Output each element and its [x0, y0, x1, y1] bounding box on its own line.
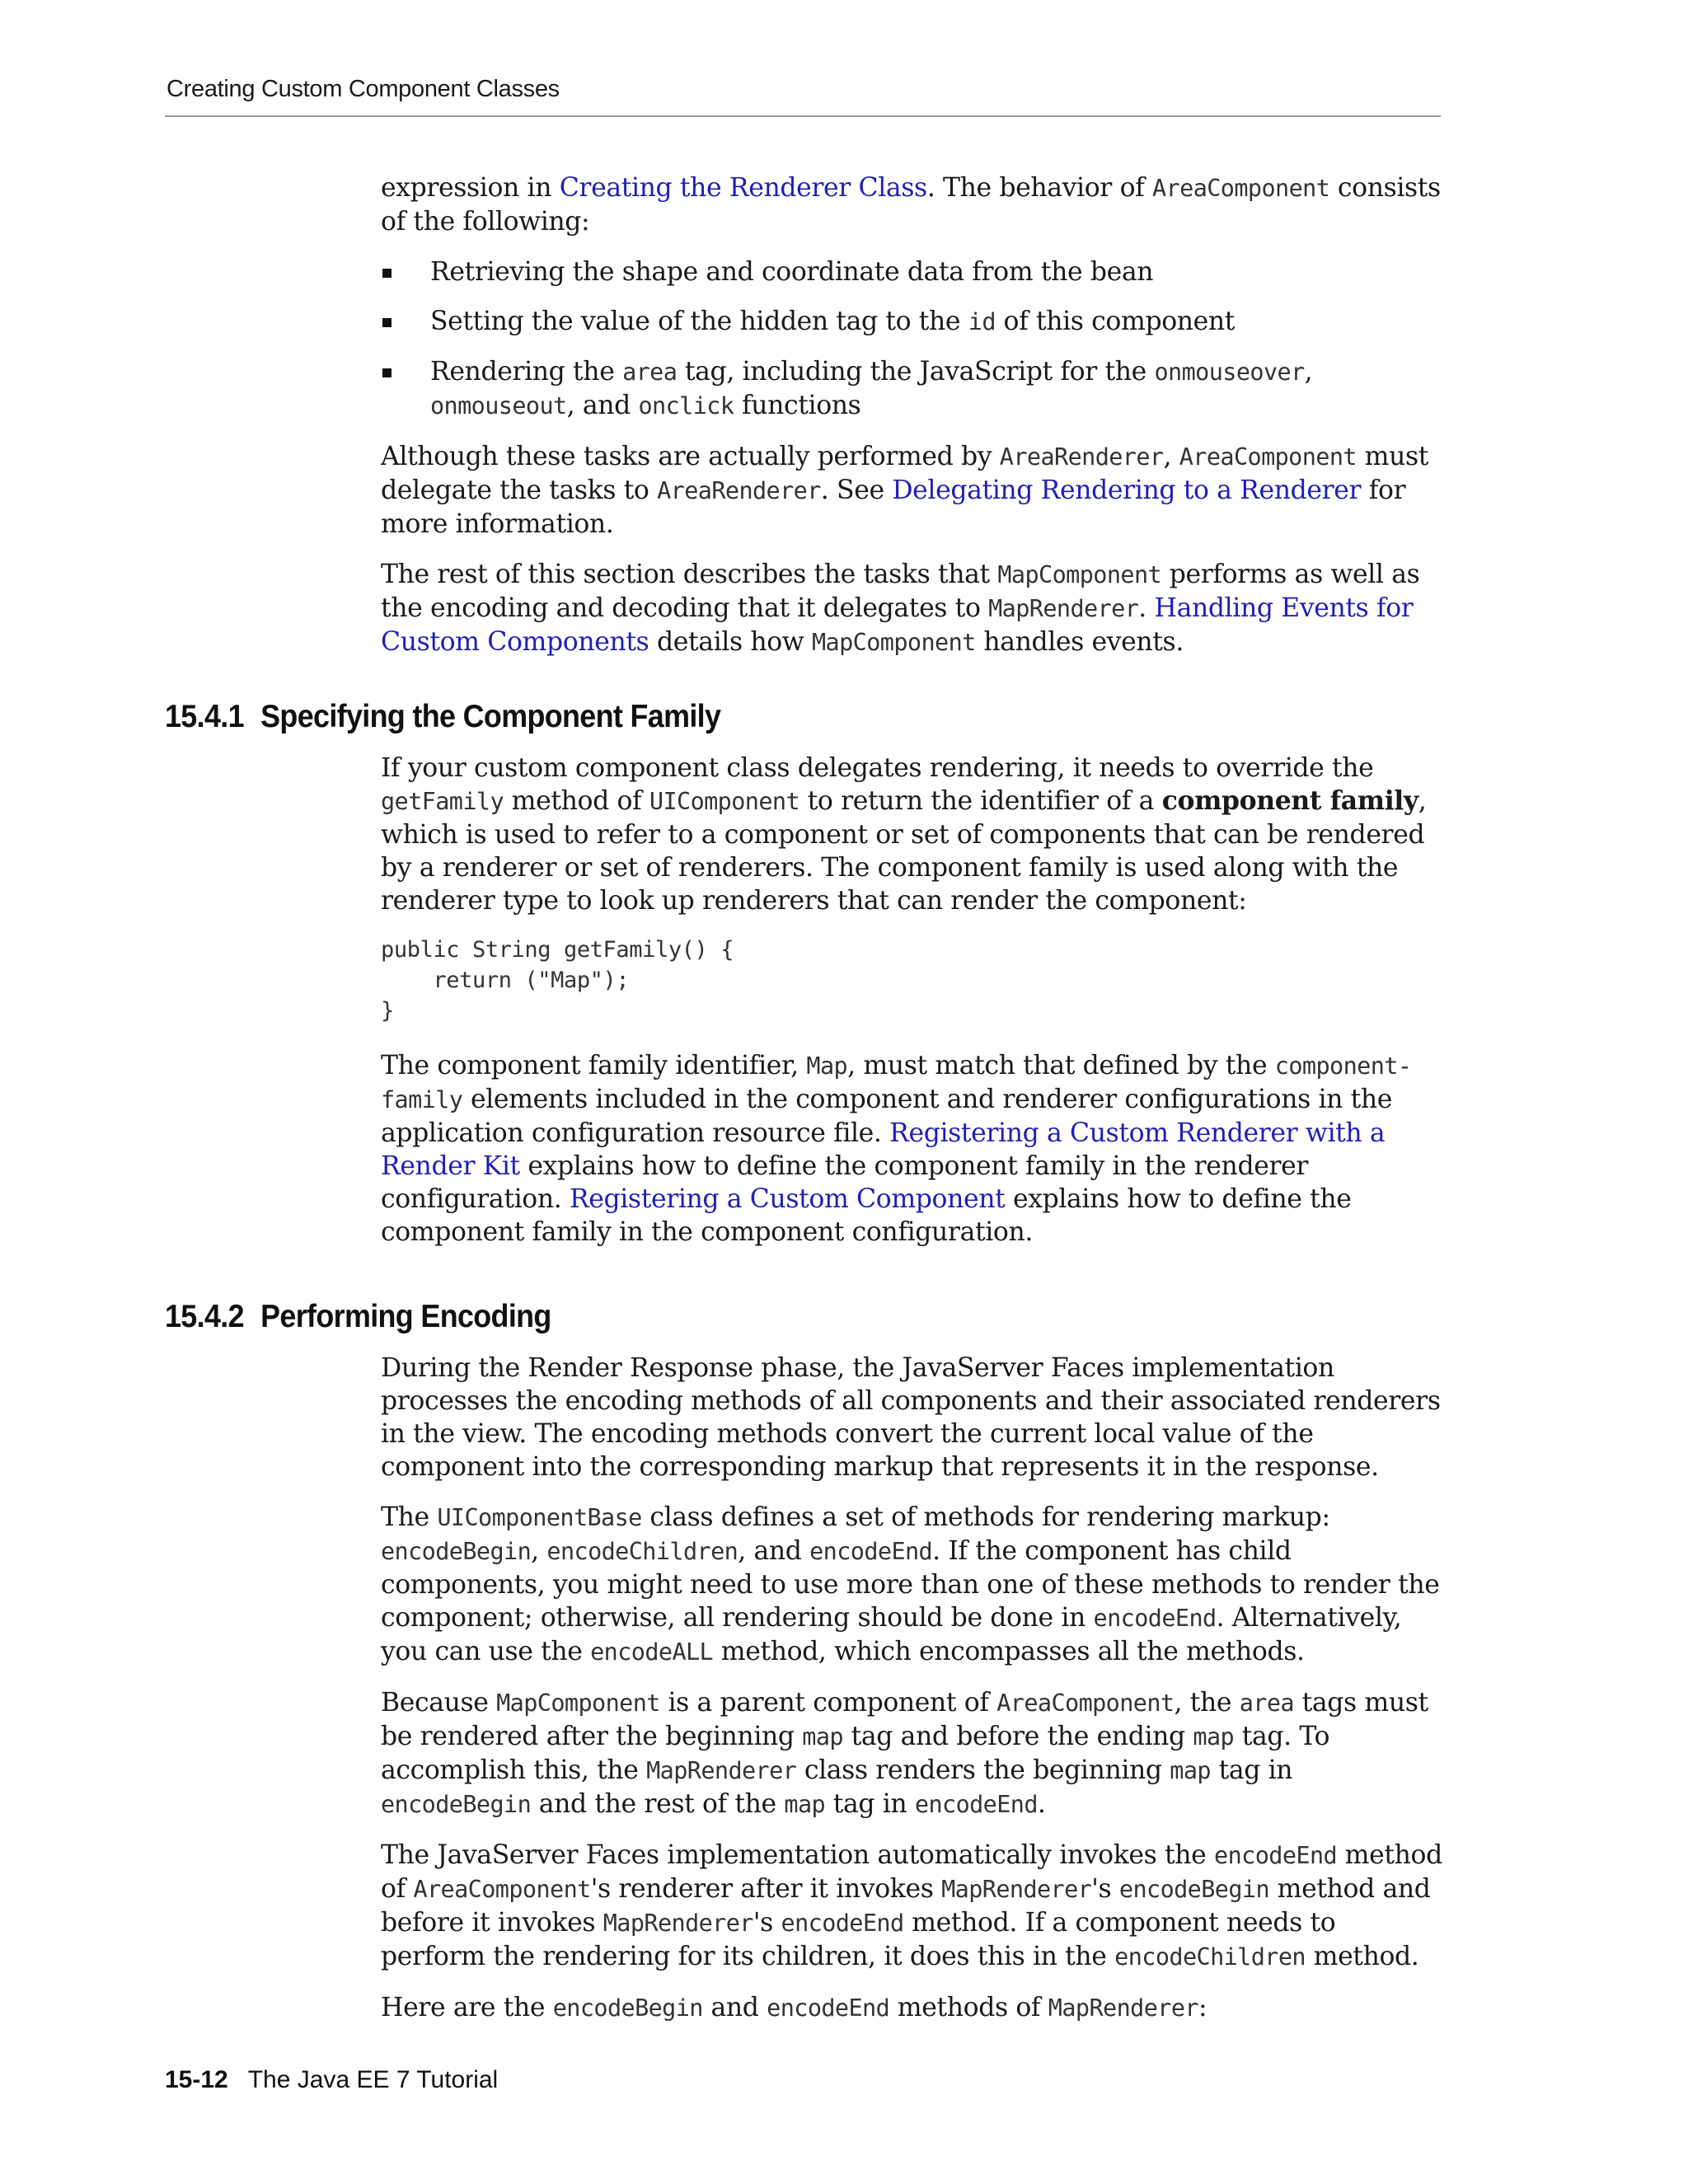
- text-run: method of: [381, 1840, 1442, 1904]
- text-run: The JavaServer Faces implementation automatically invokes the: [381, 1840, 1215, 1870]
- section2-body: [381, 1352, 1444, 2042]
- code-span: AreaComponent: [1179, 443, 1357, 471]
- text-run: method of: [504, 786, 649, 816]
- text-run: :: [1198, 1993, 1207, 2022]
- code-span: encodeEnd: [809, 1538, 933, 1565]
- text-run: tags must be rendered after the beginning: [381, 1688, 1428, 1751]
- code-block: public String getFamily() { return ("Map"); }: [381, 937, 734, 1024]
- text-run: expression in: [381, 173, 560, 203]
- code-span: encodeEnd: [1214, 1842, 1338, 1869]
- code-span: encodeBegin: [381, 1538, 532, 1565]
- text-run: is a parent component of: [659, 1688, 997, 1718]
- text-run: The rest of this section describes the tasks that: [381, 560, 998, 589]
- bullet-icon: [382, 318, 392, 327]
- section-title: Specifying the Component Family: [260, 699, 721, 734]
- text-run: methods of: [889, 1993, 1048, 2022]
- bullet-list: [381, 255, 1444, 423]
- code-span: onmouseover: [1154, 359, 1305, 386]
- page-footer: [165, 2066, 498, 2094]
- code-span: UIComponentBase: [437, 1504, 642, 1531]
- code-span: encodeEnd: [781, 1910, 904, 1937]
- emphasis: component family: [1161, 785, 1418, 816]
- text-run: explains how to define the component family in the component configuration.: [381, 1184, 1352, 1247]
- text-run: 's: [753, 1908, 781, 1938]
- code-span: encodeALL: [590, 1638, 714, 1666]
- text-run: . If the component has child components, you might need to use more than one of these methods to render the component; otherwise, all rendering should be done in: [381, 1536, 1440, 1633]
- section1-body: [381, 752, 1444, 1266]
- section1-paragraph-1: [381, 752, 1444, 917]
- text-run: , must match that defined by the: [847, 1051, 1275, 1080]
- text-run: Rendering the: [430, 357, 623, 387]
- intro-paragraph-2: [381, 440, 1444, 541]
- text-run: and: [702, 1993, 767, 2022]
- code-span: encodeEnd: [1093, 1605, 1217, 1632]
- code-span: MapRenderer: [1048, 1994, 1198, 2022]
- code-span: encodeBegin: [1118, 1876, 1270, 1903]
- text-run: ,: [1304, 357, 1313, 387]
- text-run: The component family identifier,: [381, 1051, 807, 1080]
- text-run: .: [1138, 593, 1155, 623]
- code-span: MapComponent: [496, 1690, 660, 1717]
- code-span: onmouseout: [430, 392, 567, 419]
- text-run: . See: [820, 476, 893, 505]
- section-heading-15-4-1: [165, 699, 720, 735]
- text-run: details how: [649, 627, 812, 657]
- text-run: tag and before the ending: [842, 1722, 1193, 1751]
- code-span: AreaComponent: [1152, 175, 1330, 202]
- header-rule: [165, 115, 1441, 117]
- section2-paragraph-4: [381, 1839, 1444, 1974]
- code-span: area: [622, 359, 678, 386]
- page-number: 15-12: [165, 2066, 228, 2093]
- bullet-icon: [382, 269, 392, 278]
- link-creating-renderer-class[interactable]: Creating the Renderer Class: [559, 173, 927, 203]
- code-span: encodeEnd: [914, 1791, 1038, 1818]
- text-run: , which is used to refer to a component or set of components that can be rendered by a renderer or set of renderers. The component family is used along with the renderer type to look up renderers that can render the component:: [381, 786, 1427, 916]
- code-span: map: [1193, 1723, 1235, 1750]
- code-span: map: [802, 1723, 843, 1750]
- text-run: If your custom component class delegates rendering, it needs to override the: [381, 753, 1374, 783]
- text-run: , the: [1174, 1688, 1240, 1718]
- text-run: performs as well as the encoding and decoding that it delegates to: [381, 560, 1420, 623]
- text-run: ,: [1163, 442, 1179, 471]
- code-span: AreaRenderer: [657, 477, 821, 504]
- text-run: for more information.: [381, 476, 1406, 539]
- intro-paragraph-1: [381, 171, 1444, 238]
- text-run: to return the identifier of a: [799, 786, 1162, 816]
- code-span: Map: [806, 1052, 848, 1080]
- link-registering-custom-component[interactable]: Registering a Custom Component: [569, 1184, 1006, 1214]
- code-span: MapRenderer: [941, 1876, 1092, 1903]
- intro-paragraph-3: [381, 558, 1444, 659]
- section2-paragraph-3: [381, 1686, 1444, 1821]
- code-span: area: [1239, 1690, 1294, 1717]
- intro-body: [381, 171, 1444, 677]
- code-span: AreaComponent: [996, 1690, 1175, 1717]
- text-run: of this component: [995, 307, 1236, 336]
- book-title: The Java EE 7 Tutorial: [247, 2066, 499, 2093]
- text-run: handles events.: [975, 627, 1184, 657]
- code-span: id: [968, 308, 996, 335]
- text-run: , and: [738, 1536, 810, 1566]
- text-run: consists of the following:: [381, 173, 1441, 237]
- text-run: must delegate the tasks to: [381, 442, 1428, 505]
- list-item: [381, 255, 1444, 288]
- list-item: [381, 355, 1444, 423]
- text-run: Retrieving the shape and coordinate data from the bean: [430, 257, 1154, 287]
- section-heading-15-4-2: [165, 1299, 551, 1335]
- code-span: AreaComponent: [413, 1876, 591, 1903]
- code-span: AreaRenderer: [999, 443, 1164, 471]
- text-run: Because: [381, 1688, 497, 1718]
- text-run: class defines a set of methods for rendering markup:: [641, 1502, 1330, 1532]
- code-span: getFamily: [381, 788, 504, 815]
- section1-paragraph-2: [381, 1049, 1444, 1249]
- link-delegating-rendering[interactable]: Delegating Rendering to a Renderer: [892, 476, 1362, 505]
- list-item: [381, 305, 1444, 339]
- text-run: .: [1037, 1789, 1046, 1819]
- text-run: 's renderer after it invokes: [590, 1874, 942, 1904]
- code-span: onclick: [638, 392, 734, 419]
- code-span: map: [1170, 1757, 1211, 1784]
- section-number: 15.4.1: [165, 699, 244, 734]
- text-run: Setting the value of the hidden tag to the: [430, 307, 968, 336]
- text-run: ,: [531, 1536, 547, 1566]
- section2-paragraph-5: [381, 1991, 1444, 2025]
- code-span: map: [784, 1791, 826, 1818]
- text-run: , and: [566, 391, 639, 420]
- text-run: method, which encompasses all the methods.: [713, 1637, 1305, 1666]
- section2-paragraph-2: [381, 1501, 1444, 1669]
- text-run: method and before it invokes: [381, 1874, 1431, 1938]
- code-span: encodeChildren: [1114, 1943, 1306, 1971]
- text-run: method. If a component needs to perform the rendering for its children, it does this in the: [381, 1908, 1336, 1971]
- text-run: tag. To accomplish this, the: [381, 1722, 1330, 1785]
- text-run: . The behavior of: [926, 173, 1153, 203]
- text-run: 's: [1091, 1874, 1119, 1904]
- bullet-icon: [382, 368, 392, 377]
- text-run: and the rest of the: [531, 1789, 785, 1819]
- text-run: Here are the: [381, 1993, 553, 2022]
- text-run: tag in: [825, 1789, 915, 1819]
- text-run: tag in: [1210, 1755, 1293, 1785]
- link-handling-events[interactable]: Handling Events for Custom Components: [381, 593, 1414, 657]
- code-span: MapRenderer: [603, 1910, 753, 1937]
- code-span: encodeBegin: [552, 1994, 703, 2022]
- running-header: Creating Custom Component Classes: [166, 76, 560, 102]
- section-number: 15.4.2: [165, 1299, 244, 1334]
- text-run: explains how to define the component family in the renderer configuration.: [381, 1151, 1309, 1214]
- code-span: MapComponent: [997, 561, 1162, 588]
- text-run: tag, including the JavaScript for the: [677, 357, 1155, 387]
- text-run: elements included in the component and renderer configurations in the application configuration resource file.: [381, 1085, 1393, 1148]
- code-span: MapRenderer: [646, 1757, 797, 1784]
- text-run: . Alternatively, you can use the: [381, 1603, 1402, 1666]
- text-run: Although these tasks are actually performed by: [381, 442, 1000, 471]
- text-run: The: [381, 1502, 438, 1532]
- code-span: MapRenderer: [988, 595, 1139, 622]
- section-title: Performing Encoding: [260, 1299, 551, 1334]
- text-run: class renders the beginning: [796, 1755, 1170, 1785]
- code-span: MapComponent: [812, 629, 976, 656]
- code-span: encodeChildren: [546, 1538, 738, 1565]
- code-span: encodeBegin: [381, 1791, 532, 1818]
- link-registering-custom-renderer[interactable]: Registering a Custom Renderer with a Render Kit: [381, 1118, 1386, 1181]
- code-span: encodeEnd: [767, 1994, 890, 2022]
- text-run: functions: [734, 391, 861, 420]
- section2-paragraph-1: During the Render Response phase, the JavaServer Faces implementation processes the encoding methods of all components and their associated renderers in the view. The encoding methods convert the current local value of the component into the corresponding markup that represents it in the response.: [381, 1353, 1441, 1482]
- text-run: method.: [1305, 1942, 1419, 1971]
- code-span: UIComponent: [649, 788, 800, 815]
- code-span: component-family: [381, 1052, 1412, 1113]
